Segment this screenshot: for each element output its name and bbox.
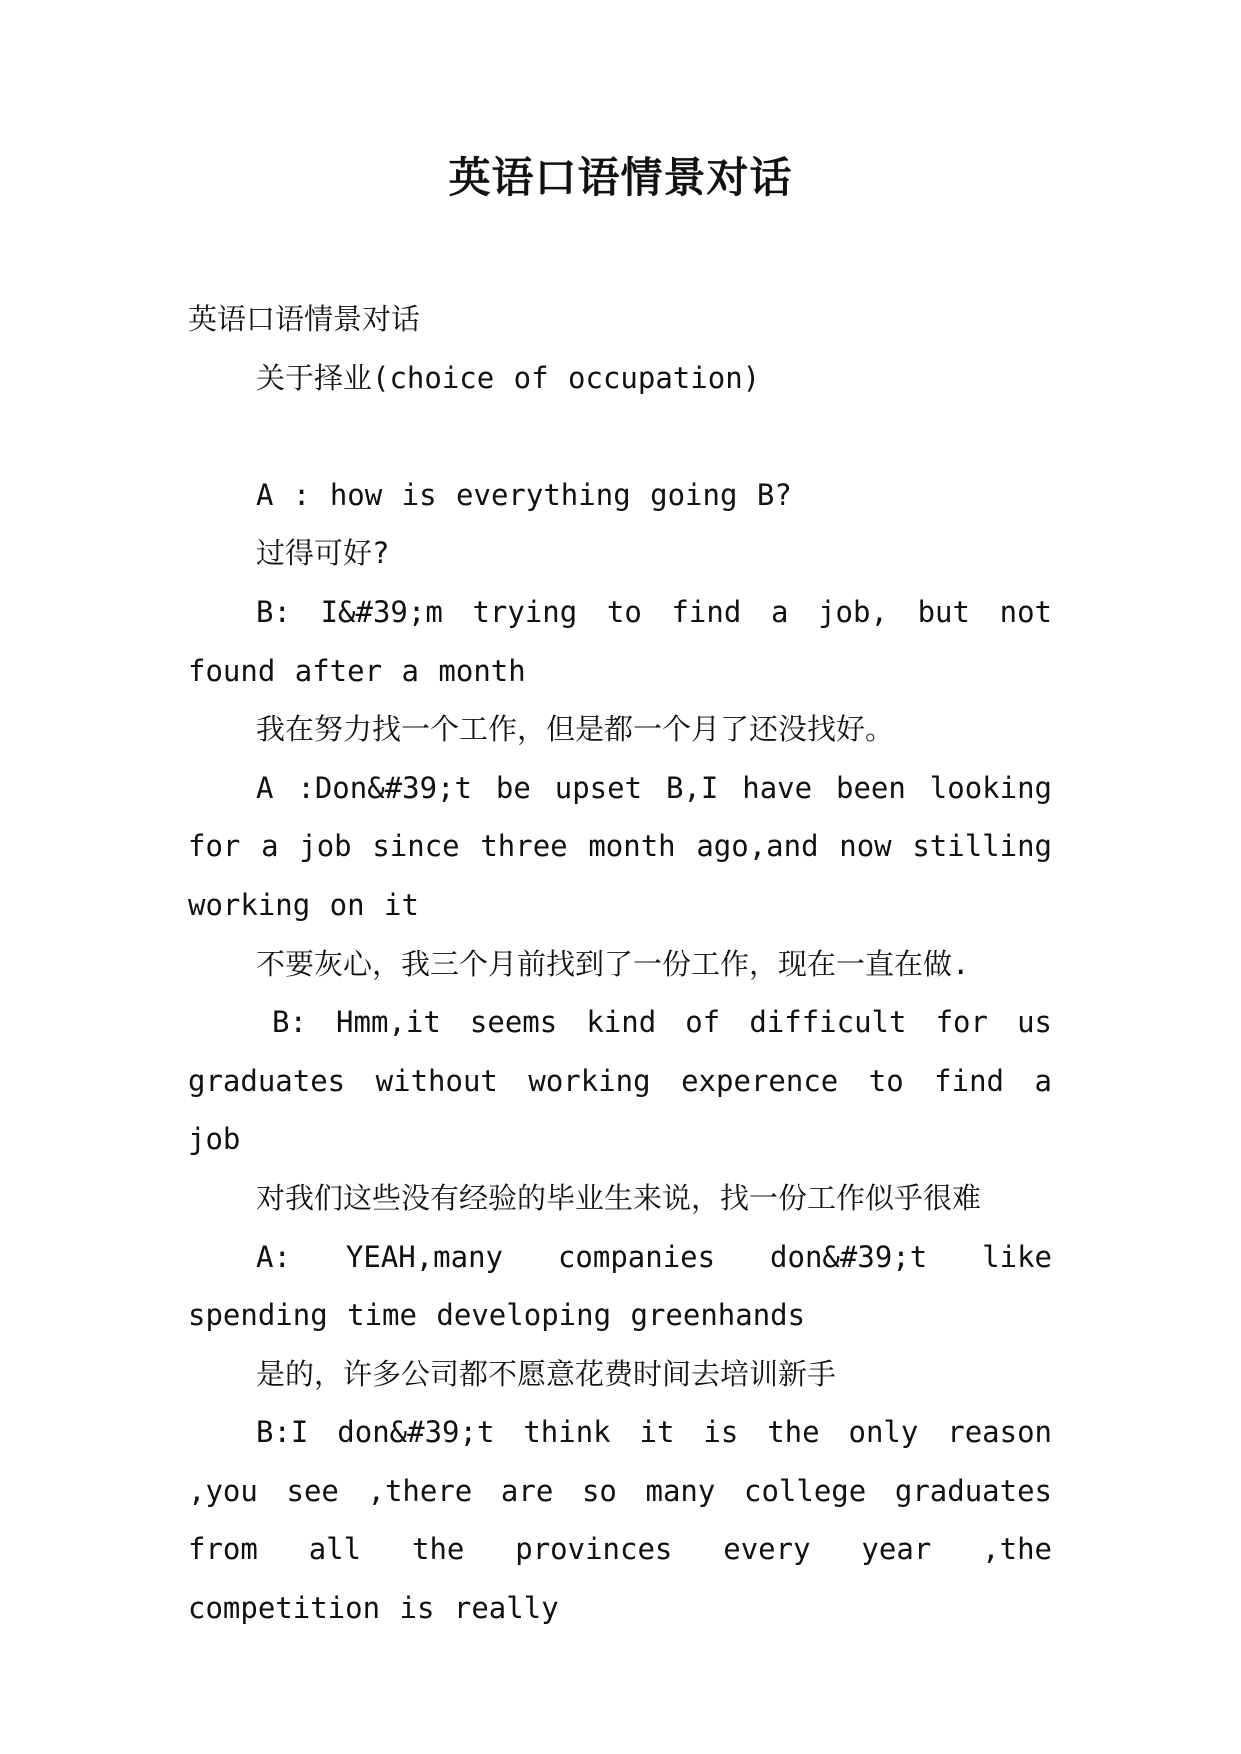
document-body (188, 290, 1052, 1638)
dialogue-translation: 不要灰心，我三个月前找到了一份工作，现在一直在做. (256, 946, 970, 981)
dialogue-line-b: B:I don&#39;t think it is the only reason ,you see ,there are so many college graduates from all the provinces every year ,the competition is really (188, 1415, 1052, 1626)
dialogue-translation: 是的，许多公司都不愿意花费时间去培训新手 (256, 1356, 837, 1391)
dialogue-line-a: A :Don&#39;t be upset B,I have been looking for a job since three month ago,and now stilling working on it (188, 770, 1052, 922)
dialogue-translation: 过得可好? (256, 536, 390, 571)
blank-line (188, 407, 1052, 466)
dialogue-line-b: B: Hmm,it seems kind of difficult for us graduates without working experence to find a job (188, 1005, 1052, 1157)
body-heading: 英语口语情景对话 (188, 302, 421, 336)
dialogue-line-b: B: I&#39;m trying to find a job, but not found after a month (188, 594, 1052, 688)
dialogue-translation: 我在努力找一个工作，但是都一个月了还没找好。 (256, 712, 895, 747)
dialogue-translation: 对我们这些没有经验的毕业生来说，找一份工作似乎很难 (256, 1180, 982, 1215)
section-topic: 关于择业(choice of occupation) (256, 360, 761, 395)
document-title: 英语口语情景对话 (448, 153, 793, 202)
dialogue-line-a: A : how is everything going B? (256, 477, 792, 512)
dialogue-line-a: A: YEAH,many companies don&#39;t like spending time developing greenhands (188, 1239, 1052, 1333)
